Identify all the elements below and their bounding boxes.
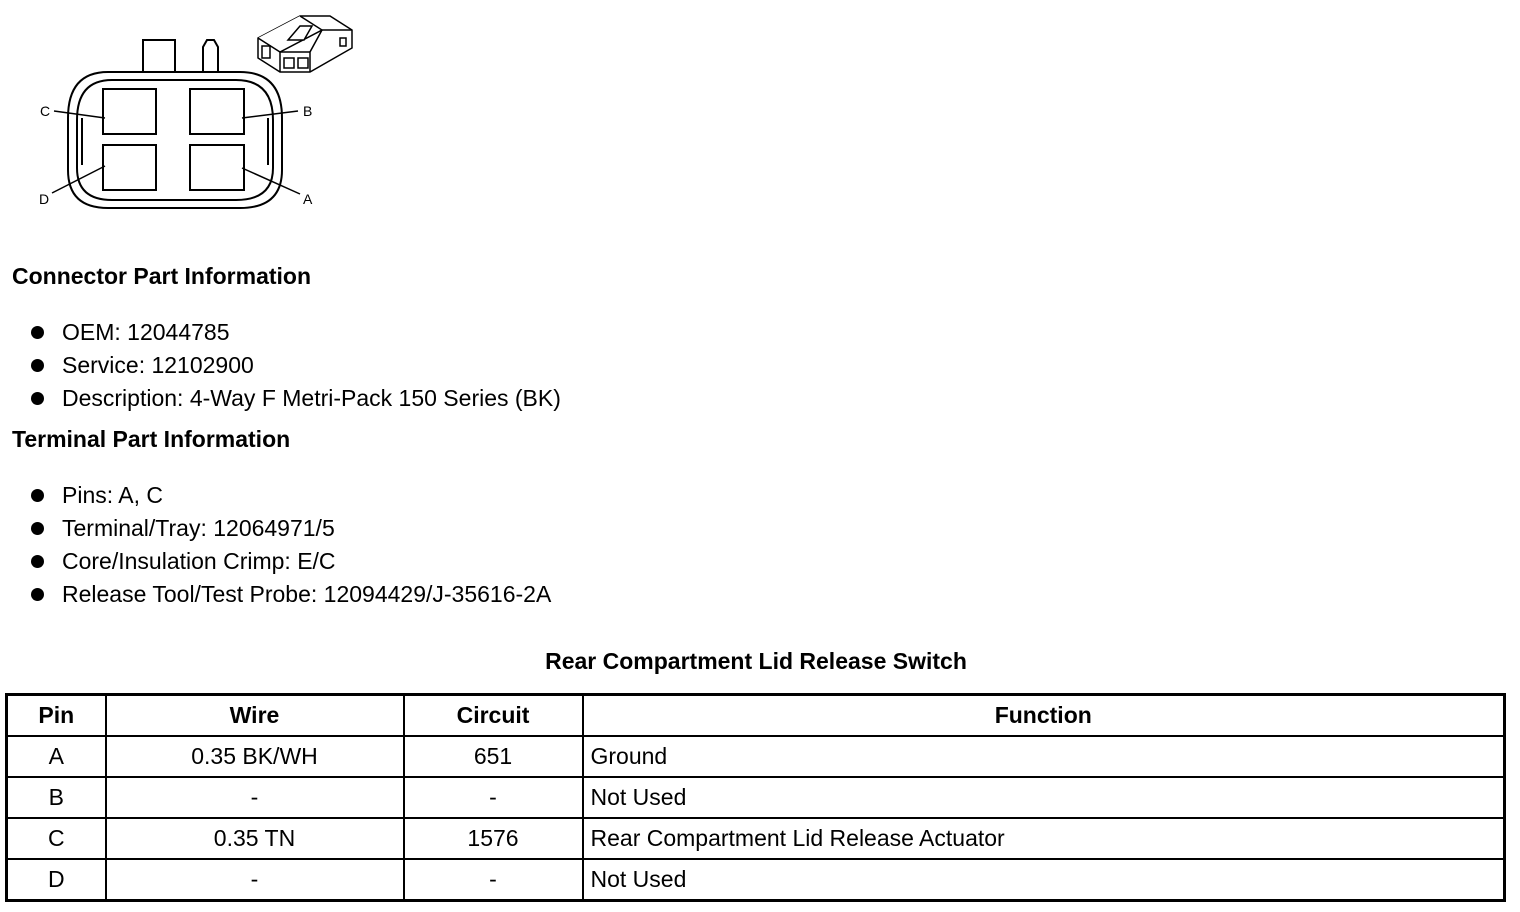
cell-function: Not Used <box>583 859 1505 901</box>
cell-wire: 0.35 TN <box>106 818 404 859</box>
bullet-icon <box>31 489 44 502</box>
header-pin: Pin <box>7 695 106 737</box>
list-item <box>30 578 551 611</box>
list-item <box>30 349 561 382</box>
pin-label-d: D <box>39 191 50 207</box>
bullet-icon <box>31 555 44 568</box>
header-circuit: Circuit <box>404 695 583 737</box>
cell-pin: D <box>7 859 106 901</box>
cell-wire: - <box>106 777 404 818</box>
list-item-text: Description: 4-Way F Metri-Pack 150 Series (BK) <box>62 385 561 411</box>
cell-wire: 0.35 BK/WH <box>106 736 404 777</box>
bullet-icon <box>31 326 44 339</box>
cell-circuit: 1576 <box>404 818 583 859</box>
cell-pin: C <box>7 818 106 859</box>
bullet-icon <box>31 588 44 601</box>
list-item-text: Service: 12102900 <box>62 352 254 378</box>
list-item <box>30 479 551 512</box>
connector-diagram <box>0 0 380 220</box>
cell-circuit: - <box>404 859 583 901</box>
pin-cavity-c <box>103 89 156 134</box>
connector-thumbnail <box>258 16 352 72</box>
list-item-text: OEM: 12044785 <box>62 319 230 345</box>
cell-pin: A <box>7 736 106 777</box>
table-row <box>7 777 1505 818</box>
cell-circuit: 651 <box>404 736 583 777</box>
list-item-text: Release Tool/Test Probe: 12094429/J-35616-2A <box>62 581 552 607</box>
list-item <box>30 545 551 578</box>
cell-circuit: - <box>404 777 583 818</box>
table-title: Rear Compartment Lid Release Switch <box>545 648 967 674</box>
table-header-row <box>7 695 1505 737</box>
terminal-part-heading: Terminal Part Information <box>12 426 291 452</box>
pin-cavity-b <box>190 89 244 134</box>
list-item-text: Pins: A, C <box>62 482 163 508</box>
list-item <box>30 382 561 415</box>
bullet-icon <box>31 359 44 372</box>
connector-latch-tab <box>143 40 175 72</box>
list-item-text: Terminal/Tray: 12064971/5 <box>62 515 335 541</box>
header-function: Function <box>583 695 1505 737</box>
list-item <box>30 316 561 349</box>
header-wire: Wire <box>106 695 404 737</box>
terminal-part-list <box>30 479 551 611</box>
bullet-icon <box>31 392 44 405</box>
pin-cavity-a <box>190 145 244 190</box>
cell-function: Not Used <box>583 777 1505 818</box>
cell-function: Ground <box>583 736 1505 777</box>
cell-wire: - <box>106 859 404 901</box>
pin-label-c: C <box>40 103 51 119</box>
table-row <box>7 859 1505 901</box>
pin-label-b: B <box>303 103 313 119</box>
connector-part-heading: Connector Part Information <box>12 263 312 289</box>
connector-part-list <box>30 316 561 415</box>
cell-function: Rear Compartment Lid Release Actuator <box>583 818 1505 859</box>
pinout-table <box>5 693 1506 902</box>
connector-housing-outer <box>68 72 282 208</box>
table-row <box>7 818 1505 859</box>
list-item <box>30 512 551 545</box>
cell-pin: B <box>7 777 106 818</box>
pin-cavity-d <box>103 145 156 190</box>
pin-label-a: A <box>303 191 313 207</box>
table-row <box>7 736 1505 777</box>
bullet-icon <box>31 522 44 535</box>
list-item-text: Core/Insulation Crimp: E/C <box>62 548 336 574</box>
